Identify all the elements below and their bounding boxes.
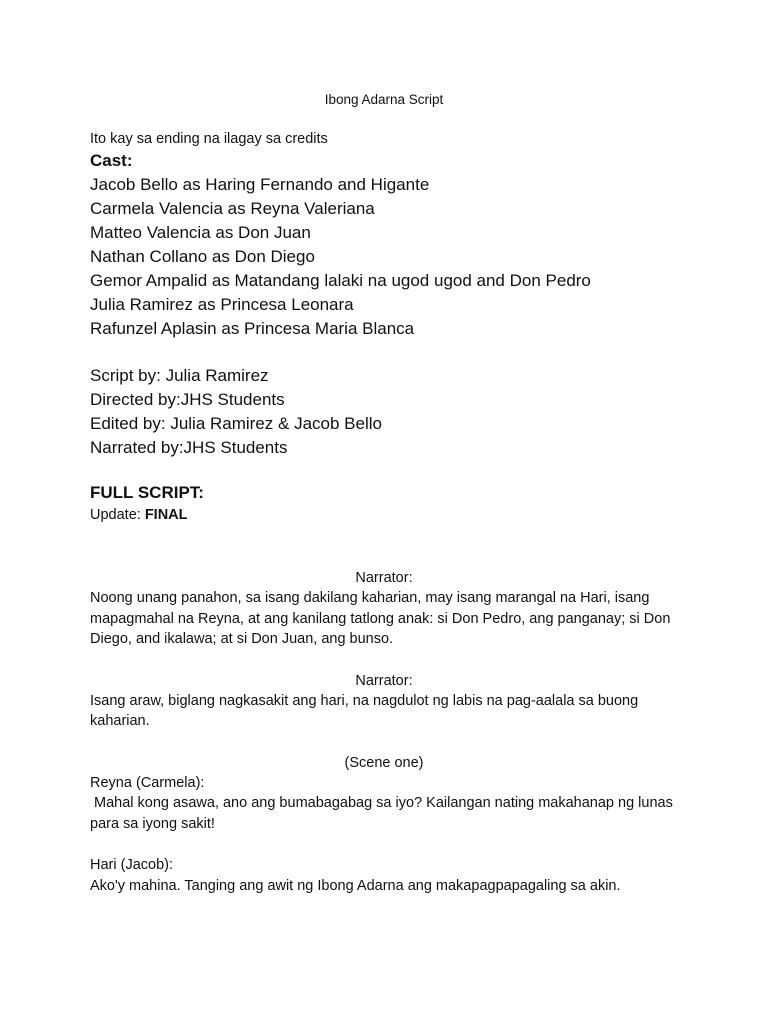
narrator-label: Narrator: — [355, 672, 413, 689]
scene-heading: (Scene one) — [344, 754, 424, 771]
cast-item: Rafunzel Aplasin as Princesa Maria Blanca — [90, 319, 415, 338]
update-value: FINAL — [144, 507, 188, 523]
cast-item: Julia Ramirez as Princesa Leonara — [90, 295, 354, 314]
cast-item: Gemor Ampalid as Matandang lalaki na ugod ugod and Don Pedro — [90, 271, 591, 290]
credits-section — [90, 364, 710, 460]
credit-line: Directed by:JHS Students — [90, 390, 285, 409]
dialogue-line: Ako'y mahina. Tanging ang awit ng Ibong Adarna ang makapagpapagaling sa akin. — [90, 877, 621, 894]
cast-list — [90, 173, 710, 341]
credit-line: Narrated by:JHS Students — [90, 438, 288, 457]
full-script-heading: FULL SCRIPT: — [90, 483, 204, 502]
cast-section — [90, 130, 710, 341]
credits-intro: Ito kay sa ending na ilagay sa credits — [90, 131, 328, 147]
document-title: Ibong Adarna Script — [324, 92, 444, 107]
full-script-header — [90, 481, 710, 525]
narrator-label: Narrator: — [355, 570, 413, 586]
dialogue-line: Mahal kong asawa, ano ang bumabagabag sa iyo? Kailangan nating makahanap ng lunas para sa iyong sakit! — [90, 795, 677, 832]
cast-item: Jacob Bello as Haring Fernando and Higante — [90, 175, 430, 194]
speaker-label: Reyna (Carmela): — [90, 774, 205, 791]
cast-item: Matteo Valencia as Don Juan — [90, 223, 311, 242]
narration-paragraph: Noong unang panahon, sa isang dakilang kaharian, may isang marangal na Hari, isang mapagmahal na Reyna, at ang kanilang tatlong anak: si Don Pedro, ang panganay; si Don Diego, and ikalawa; at si Don Juan, ang bunso. — [90, 590, 671, 647]
cast-heading: Cast: — [90, 151, 133, 170]
narration-paragraph: Isang araw, biglang nagkasakit ang hari, na nagdulot ng labis na pag-aalala sa buong kaharian. — [90, 692, 639, 729]
cast-item: Nathan Collano as Don Diego — [90, 247, 315, 266]
cast-item: Carmela Valencia as Reyna Valeriana — [90, 199, 375, 218]
speaker-label: Hari (Jacob): — [90, 857, 173, 873]
credit-line: Edited by: Julia Ramirez & Jacob Bello — [90, 414, 382, 433]
credit-line: Script by: Julia Ramirez — [90, 366, 269, 385]
update-line — [90, 505, 710, 525]
update-label: Update: — [90, 507, 145, 523]
script-body — [90, 568, 690, 896]
